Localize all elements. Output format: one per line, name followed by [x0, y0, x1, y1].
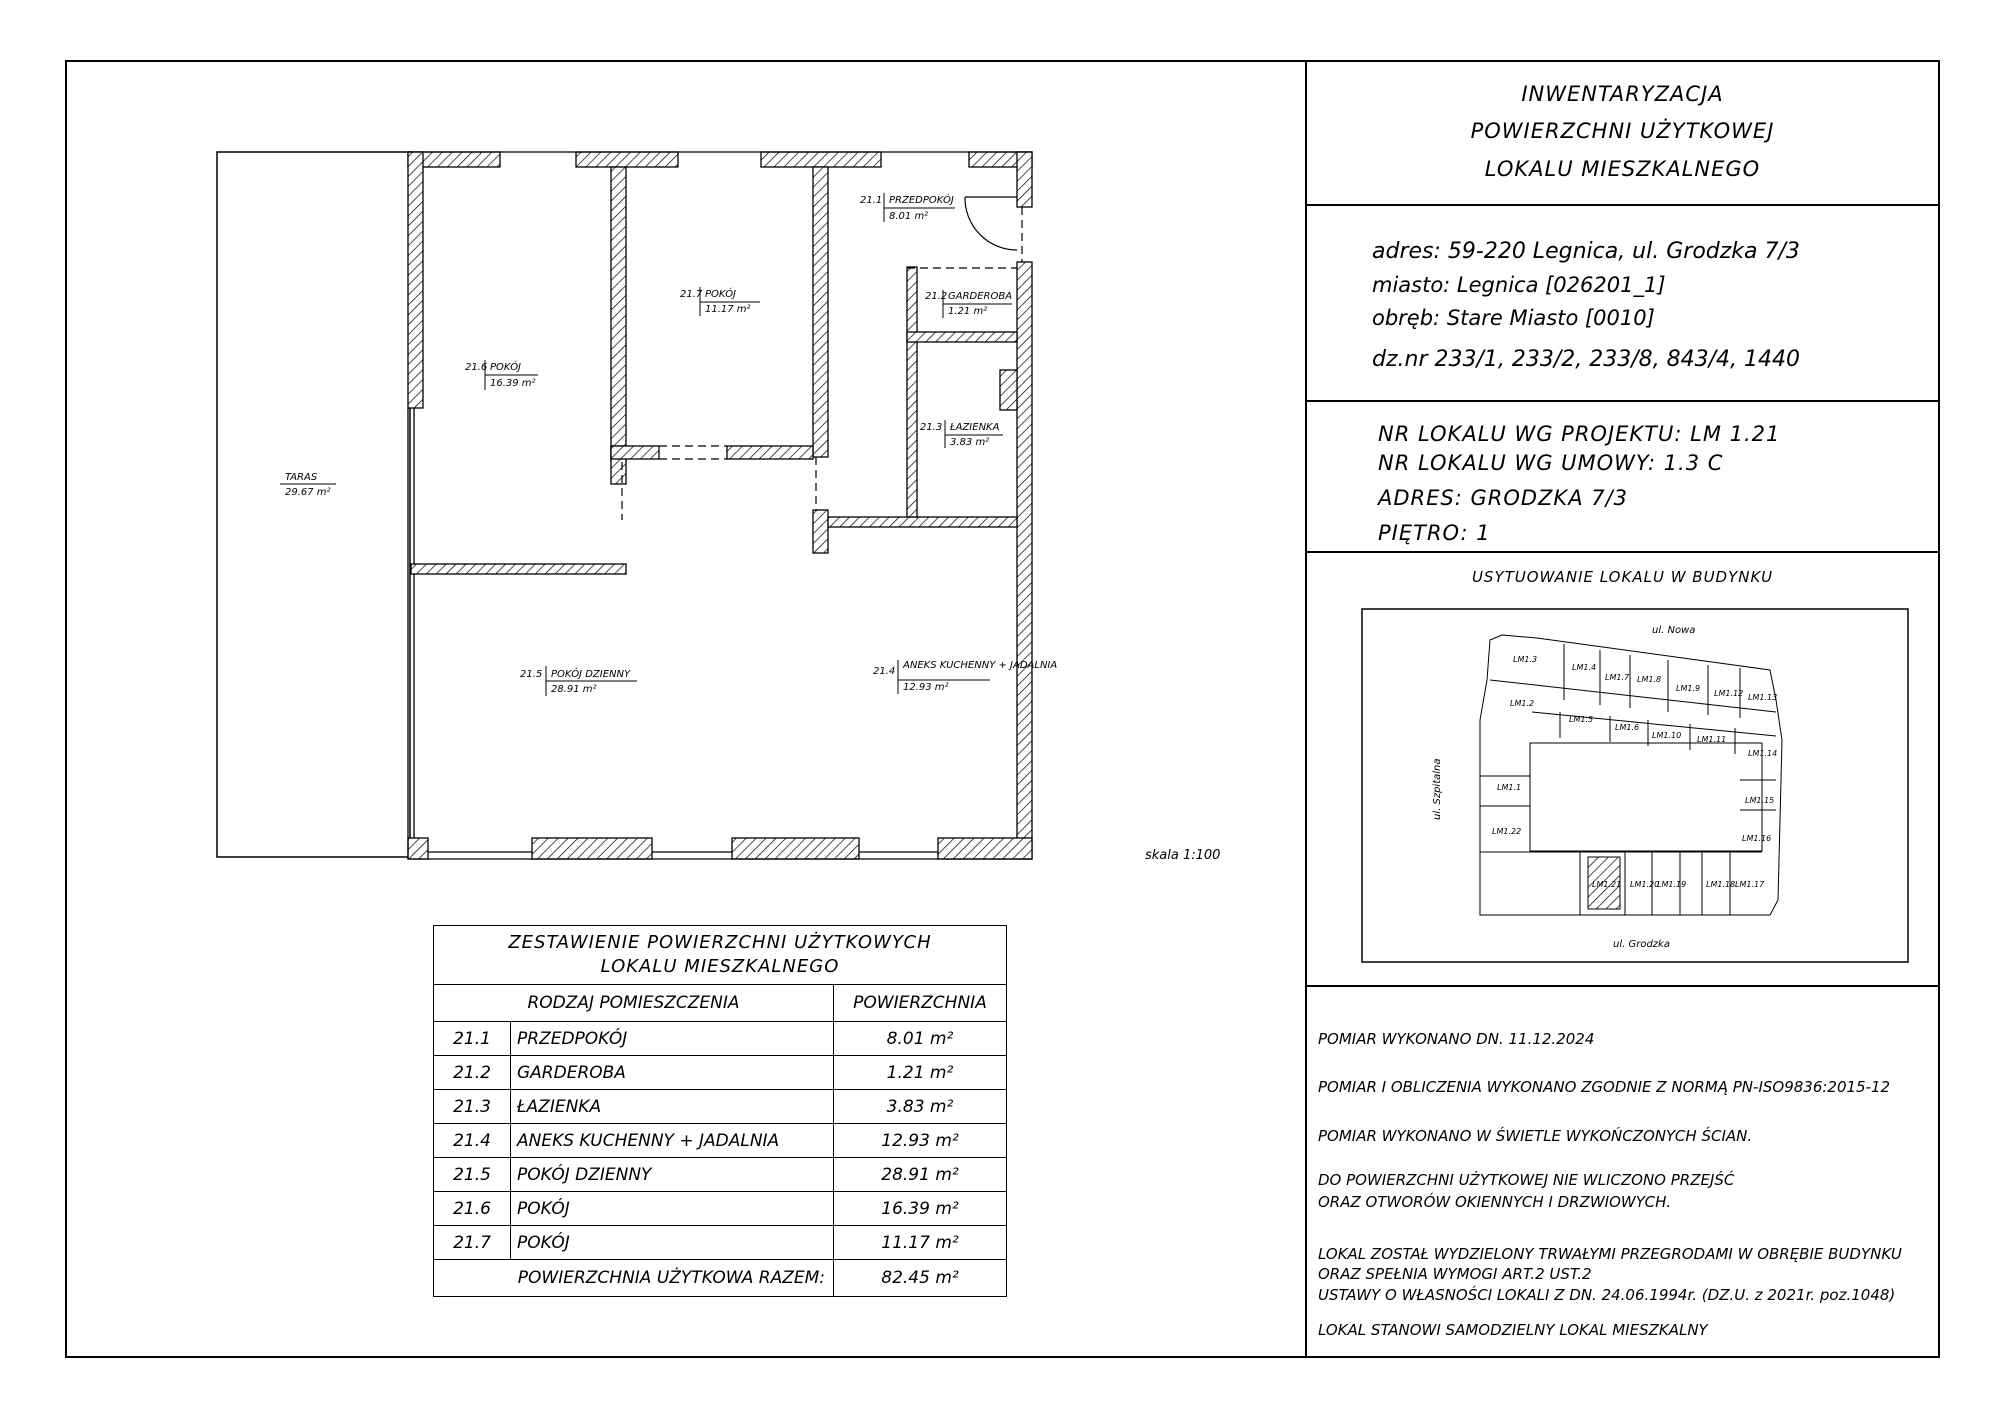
room-label-leaders: [280, 193, 1012, 696]
room-name: PRZEDPOKÓJ: [511, 1022, 834, 1056]
table-title-1: ZESTAWIENIE POWIERZCHNI UŻYTKOWYCH: [508, 932, 932, 953]
room-number: 21.4: [434, 1124, 511, 1158]
unit-label: LM1.8: [1637, 675, 1662, 684]
room-area: 28.91 m²: [834, 1158, 1007, 1192]
unit-address: ADRES: GRODZKA 7/3: [1378, 486, 1629, 510]
room-name: POKÓJ DZIENNY: [511, 1158, 834, 1192]
street-label: ul. Grodzka: [1613, 939, 1670, 950]
unit-label: LM1.6: [1615, 723, 1640, 732]
room-label-area: 3.83 m²: [950, 437, 990, 448]
note-exclusions-1: DO POWIERZCHNI UŻYTKOWEJ NIE WLICZONO PRZEJŚĆ: [1318, 1171, 1735, 1189]
parcel-line: dz.nr 233/1, 233/2, 233/8, 843/4, 1440: [1372, 347, 1801, 372]
unit-contract-number: NR LOKALU WG UMOWY: 1.3 C: [1378, 451, 1724, 475]
header-line-2: POWIERZCHNI UŻYTKOWEJ: [1470, 119, 1775, 143]
room-name: POKÓJ: [511, 1192, 834, 1226]
room-label-area: 12.93 m²: [903, 682, 949, 693]
room-label-area: 1.21 m²: [948, 306, 988, 317]
unit-label: LM1.2: [1510, 699, 1535, 708]
unit-label: LM1.9: [1676, 684, 1701, 693]
outer-lines: [408, 152, 1032, 859]
note-legal-2: ORAZ SPEŁNIA WYMOGI ART.2 UST.2: [1318, 1265, 1592, 1283]
note-norm: POMIAR I OBLICZENIA WYKONANO ZGODNIE Z NORMĄ PN-ISO9836:2015-12: [1318, 1078, 1891, 1096]
unit-label: LM1.3: [1513, 655, 1538, 664]
unit-label: LM1.16: [1742, 834, 1772, 843]
unit-floor: PIĘTRO: 1: [1378, 521, 1491, 545]
total-label: POWIERZCHNIA UŻYTKOWA RAZEM:: [434, 1260, 834, 1297]
table-title-2: LOKALU MIESZKALNEGO: [600, 956, 840, 977]
table-row: [434, 1226, 1007, 1260]
street-label: ul. Szpitalna: [1432, 758, 1443, 820]
location-plan-frame: [1362, 609, 1908, 962]
unit-label: LM1.20: [1630, 880, 1660, 889]
unit-label: LM1.21: [1592, 880, 1622, 889]
note-date: POMIAR WYKONANO DN. 11.12.2024: [1318, 1030, 1595, 1048]
room-number: 21.1: [434, 1022, 511, 1056]
room-name: ŁAZIENKA: [511, 1090, 834, 1124]
room-label-name: ANEKS KUCHENNY + JADALNIA: [903, 660, 1058, 671]
room-label-area: 16.39 m²: [490, 378, 536, 389]
area-summary-table: [433, 925, 1007, 1297]
room-label-no: 21.6: [465, 362, 488, 373]
room-label-name: POKÓJ DZIENNY: [551, 669, 631, 680]
unit-label: LM1.13: [1748, 693, 1778, 702]
room-number: 21.7: [434, 1226, 511, 1260]
room-area: 11.17 m²: [834, 1226, 1007, 1260]
unit-label: LM1.17: [1735, 880, 1765, 889]
table-title: [434, 926, 1007, 985]
header-line-3: LOKALU MIESZKALNEGO: [1484, 157, 1761, 181]
table-total-row: [434, 1260, 1007, 1297]
room-label-no: 21.3: [920, 422, 943, 433]
room-area: 16.39 m²: [834, 1192, 1007, 1226]
room-label-no: 21.2: [925, 291, 948, 302]
terrace-label-name: TARAS: [285, 472, 318, 483]
total-value: 82.45 m²: [834, 1260, 1007, 1297]
unit-label: LM1.18: [1706, 880, 1736, 889]
unit-label: LM1.15: [1745, 796, 1775, 805]
room-area: 8.01 m²: [834, 1022, 1007, 1056]
unit-label: LM1.22: [1492, 827, 1522, 836]
room-label-no: 21.7: [680, 289, 703, 300]
room-label-name: POKÓJ: [705, 289, 737, 300]
precinct-line: obręb: Stare Miasto [0010]: [1372, 306, 1655, 330]
room-label-area: 8.01 m²: [889, 211, 929, 222]
unit-label: LM1.10: [1652, 731, 1682, 740]
room-label-name: ŁAZIENKA: [950, 422, 1000, 433]
unit-label: LM1.19: [1657, 880, 1687, 889]
table-row: [434, 1022, 1007, 1056]
note-exclusions-2: ORAZ OTWORÓW OKIENNYCH I DRZWIOWYCH.: [1318, 1193, 1672, 1211]
header-line-1: INWENTARYZACJA: [1521, 82, 1724, 106]
room-area: 3.83 m²: [834, 1090, 1007, 1124]
table-row: [434, 1192, 1007, 1226]
room-label-no: 21.4: [873, 666, 896, 677]
unit-label: LM1.14: [1748, 749, 1778, 758]
unit-label: LM1.1: [1497, 783, 1522, 792]
room-number: 21.2: [434, 1056, 511, 1090]
room-number: 21.3: [434, 1090, 511, 1124]
city-line: miasto: Legnica [026201_1]: [1372, 273, 1666, 297]
location-plan-building: [1480, 635, 1782, 915]
room-labels: [285, 193, 1057, 695]
column-header-room: RODZAJ POMIESZCZENIA: [434, 985, 834, 1022]
column-header-area: POWIERZCHNIA: [834, 985, 1007, 1022]
room-name: POKÓJ: [511, 1226, 834, 1260]
room-name: GARDEROBA: [511, 1056, 834, 1090]
unit-label: LM1.4: [1572, 663, 1597, 672]
room-label-name: PRZEDPOKÓJ: [889, 195, 954, 206]
room-label-no: 21.5: [520, 669, 543, 680]
entrance-door-swing: [965, 197, 1017, 250]
table-row: [434, 1090, 1007, 1124]
unit-label: LM1.5: [1569, 715, 1594, 724]
room-label-area: 28.91 m²: [551, 684, 597, 695]
note-walls: POMIAR WYKONANO W ŚWIETLE WYKOŃCZONYCH ŚCIAN.: [1318, 1127, 1753, 1145]
room-label-no: 21.1: [860, 195, 883, 206]
room-label-area: 11.17 m²: [705, 304, 751, 315]
unit-project-number: NR LOKALU WG PROJEKTU: LM 1.21: [1378, 422, 1781, 446]
unit-label: LM1.11: [1697, 735, 1727, 744]
room-label-name: GARDEROBA: [948, 291, 1013, 302]
unit-label: LM1.7: [1605, 673, 1630, 682]
note-legal-3: USTAWY O WŁASNOŚCI LOKALI Z DN. 24.06.1994r. (DZ.U. z 2021r. poz.1048): [1318, 1286, 1896, 1304]
note-legal-1: LOKAL ZOSTAŁ WYDZIELONY TRWAŁYMI PRZEGRODAMI W OBRĘBIE BUDYNKU: [1318, 1245, 1902, 1263]
address-line: adres: 59-220 Legnica, ul. Grodzka 7/3: [1372, 239, 1800, 264]
room-number: 21.5: [434, 1158, 511, 1192]
room-number: 21.6: [434, 1192, 511, 1226]
unit-label: LM1.12: [1714, 689, 1744, 698]
street-label: ul. Nowa: [1652, 625, 1696, 636]
room-area: 1.21 m²: [834, 1056, 1007, 1090]
note-independent: LOKAL STANOWI SAMODZIELNY LOKAL MIESZKALNY: [1318, 1321, 1708, 1339]
table-row: [434, 1124, 1007, 1158]
scale-label: skala 1:100: [1145, 848, 1221, 863]
table-row: [434, 1158, 1007, 1192]
room-name: ANEKS KUCHENNY + JADALNIA: [511, 1124, 834, 1158]
room-area: 12.93 m²: [834, 1124, 1007, 1158]
table-row: [434, 1056, 1007, 1090]
terrace-label-area: 29.67 m²: [285, 487, 331, 498]
location-plan-title: USYTUOWANIE LOKALU W BUDYNKU: [1471, 568, 1774, 586]
terrace: [217, 152, 410, 857]
room-label-name: POKÓJ: [490, 362, 522, 373]
outer-walls: [408, 152, 1032, 859]
